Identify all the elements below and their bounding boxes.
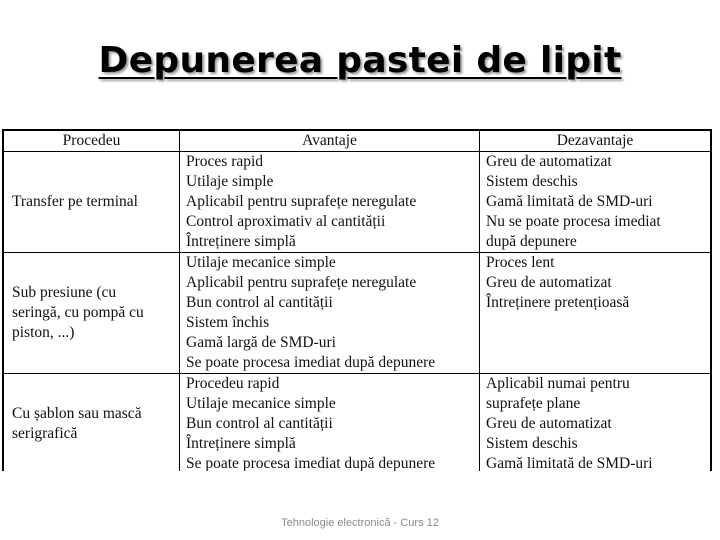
cell-line: Control aproximativ al cantității <box>186 213 386 230</box>
cell-line: Aplicabil pentru suprafețe neregulate <box>186 193 417 210</box>
cell-procedeu <box>4 374 180 472</box>
cell-line: Se poate procesa imediat după depunere <box>186 455 436 471</box>
header-avantaje: Avantaje <box>180 131 480 152</box>
cell-dezavantaje <box>480 253 711 374</box>
cell-line: Aplicabil pentru suprafețe neregulate <box>186 274 417 291</box>
cell-line: Greu de automatizat <box>486 153 612 170</box>
cell-line: Sistem închis <box>186 314 270 331</box>
cell-line: Întreținere pretențioasă <box>486 294 630 311</box>
cell-line: Sistem deschis <box>486 435 578 452</box>
cell-procedeu <box>4 152 180 253</box>
cell-line: Întreținere simplă <box>186 233 296 250</box>
cell-line: serigrafică <box>12 425 78 442</box>
cell-line: Proces rapid <box>186 153 264 170</box>
cell-avantaje <box>180 374 480 472</box>
comparison-table <box>3 130 711 471</box>
cell-line: Sistem deschis <box>486 173 578 190</box>
table-row <box>4 374 711 472</box>
cell-line: Utilaje simple <box>186 173 274 190</box>
slide-footer: Tehnologie electronică - Curs 12 <box>281 517 439 529</box>
cell-dezavantaje <box>480 152 711 253</box>
cell-avantaje <box>180 253 480 374</box>
table-row <box>4 152 711 253</box>
cell-line: Gamă limitată de SMD-uri <box>486 193 653 210</box>
cell-line: Întreținere simplă <box>186 435 296 452</box>
cell-line: Bun control al cantității <box>186 415 333 432</box>
cell-line: Gamă largă de SMD-uri <box>186 334 336 351</box>
header-procedeu: Procedeu <box>4 131 180 152</box>
cell-line: seringă, cu pompă cu <box>12 304 144 321</box>
cell-line: piston, ...) <box>12 324 75 341</box>
cell-line: Greu de automatizat <box>486 274 612 291</box>
cell-line: Procedeu rapid <box>186 375 280 392</box>
cell-line: Proces lent <box>486 254 555 271</box>
table-row <box>4 253 711 374</box>
header-dezavantaje: Dezavantaje <box>480 131 711 152</box>
cell-line: Utilaje mecanice simple <box>186 254 336 271</box>
cell-line: Aplicabil numai pentru <box>486 375 630 392</box>
cell-line: după depunere <box>486 233 577 250</box>
cell-dezavantaje <box>480 374 711 472</box>
cell-line: Sub presiune (cu <box>12 284 117 301</box>
cell-line: Gamă limitată de SMD-uri <box>486 455 653 471</box>
cell-line: Cu șablon sau mască <box>12 405 142 422</box>
slide-title: Depunerea pastei de lipit <box>98 40 622 81</box>
cell-line: suprafețe plane <box>486 395 581 412</box>
comparison-table-container <box>2 129 712 471</box>
cell-line: Greu de automatizat <box>486 415 612 432</box>
table-header-row <box>4 131 711 152</box>
cell-line: Utilaje mecanice simple <box>186 395 336 412</box>
cell-line: Nu se poate procesa imediat <box>486 213 661 230</box>
cell-avantaje <box>180 152 480 253</box>
cell-procedeu <box>4 253 180 374</box>
cell-line: Transfer pe terminal <box>12 193 138 210</box>
cell-line: Bun control al cantității <box>186 294 333 311</box>
cell-line: Se poate procesa imediat după depunere <box>186 354 436 371</box>
